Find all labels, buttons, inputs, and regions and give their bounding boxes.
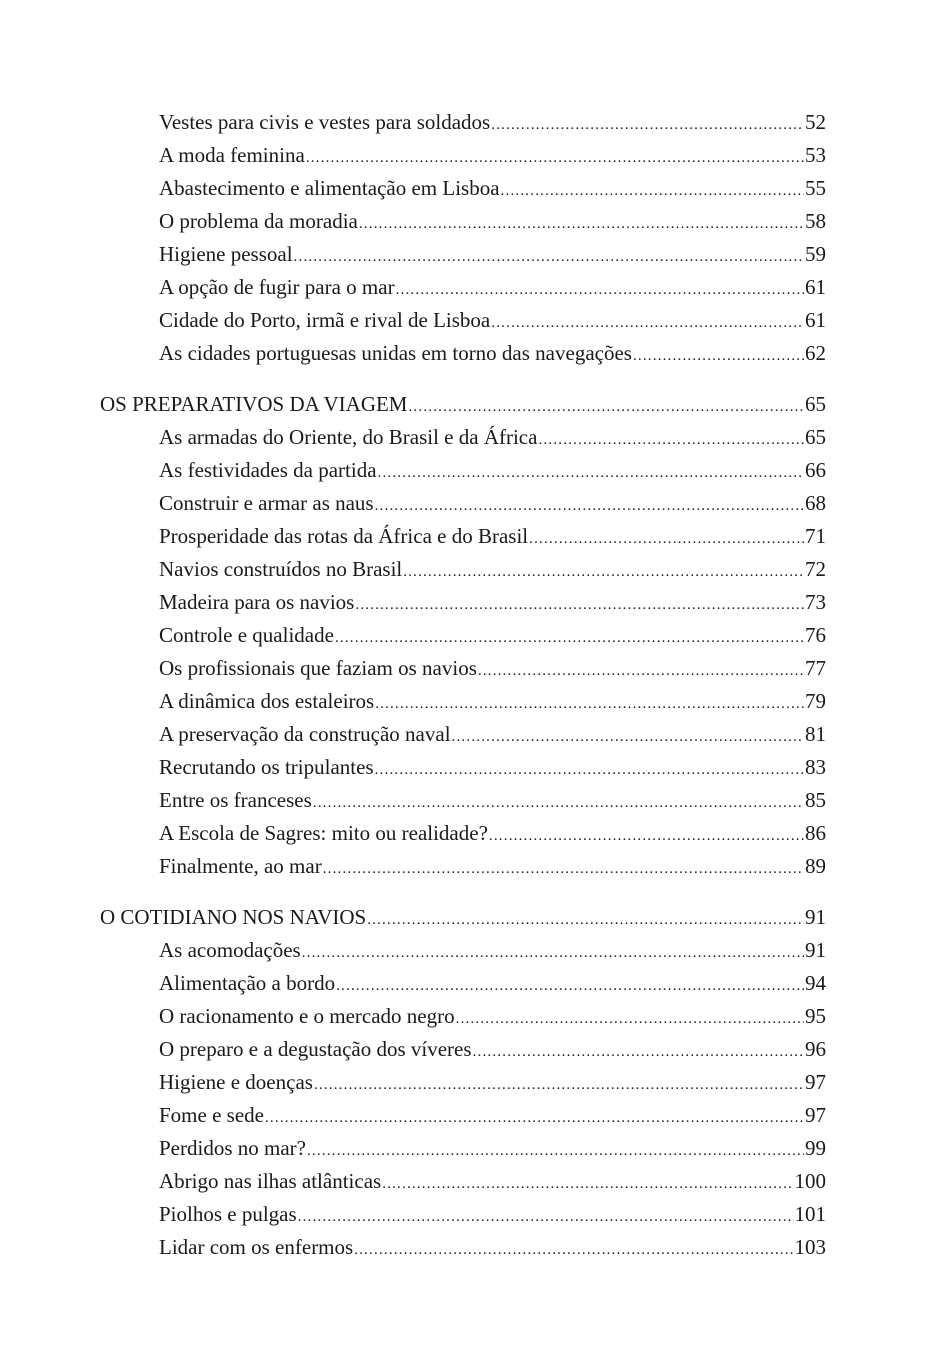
toc-entry[interactable] <box>100 304 826 337</box>
toc-entry-page-number: 55 <box>805 176 826 200</box>
toc-entry-title: O problema da moradia <box>159 209 358 233</box>
toc-entry[interactable] <box>100 487 826 520</box>
toc-entry[interactable] <box>100 751 826 784</box>
dot-leader <box>336 970 804 1000</box>
dot-leader <box>501 175 804 205</box>
toc-entry-page-number: 68 <box>805 491 826 515</box>
toc-entry-page-number: 95 <box>805 1004 826 1028</box>
toc-entry[interactable] <box>100 850 826 883</box>
toc-entry[interactable] <box>100 1099 826 1132</box>
toc-entry-title: A opção de fugir para o mar <box>159 275 395 299</box>
toc-entry[interactable] <box>100 1231 826 1264</box>
dot-leader <box>633 340 804 370</box>
toc-entry[interactable] <box>100 553 826 586</box>
toc-entry-title: Alimentação a bordo <box>159 971 336 995</box>
toc-entry-page-number: 97 <box>805 1070 826 1094</box>
dot-leader <box>375 754 804 784</box>
dot-leader <box>375 688 804 718</box>
toc-entry-title: As armadas do Oriente, do Brasil e da África <box>159 425 538 449</box>
toc-entry-title: Perdidos no mar? <box>159 1136 306 1160</box>
toc-entry-page-number: 97 <box>805 1103 826 1127</box>
dot-leader <box>529 523 804 553</box>
toc-entry-title: Navios construídos no Brasil <box>159 557 403 581</box>
toc-chapter-heading[interactable] <box>100 901 826 934</box>
dot-leader <box>354 1234 793 1264</box>
toc-entry-page-number: 58 <box>805 209 826 233</box>
dot-leader <box>473 1036 804 1066</box>
toc-entry-page-number: 96 <box>805 1037 826 1061</box>
toc-entry-title: As cidades portuguesas unidas em torno das navegações <box>159 341 632 365</box>
toc-entry-page-number: 99 <box>805 1136 826 1160</box>
toc-entry[interactable] <box>100 271 826 304</box>
dot-leader <box>378 457 804 487</box>
toc-entry[interactable] <box>100 718 826 751</box>
toc-entry-page-number: 77 <box>805 656 826 680</box>
toc-entry-title: Abastecimento e alimentação em Lisboa <box>159 176 500 200</box>
toc-entry-page-number: 66 <box>805 458 826 482</box>
toc-entry-title: A preservação da construção naval <box>159 722 451 746</box>
toc-entry[interactable] <box>100 784 826 817</box>
toc-entry-page-number: 91 <box>805 938 826 962</box>
toc-entry-title: Piolhos e pulgas <box>159 1202 297 1226</box>
dot-leader <box>355 589 804 619</box>
toc-entry-page-number: 65 <box>805 425 826 449</box>
toc-entry-title: Construir e armar as naus <box>159 491 374 515</box>
toc-entry-title: As acomodações <box>159 938 301 962</box>
toc-entry-page-number: 53 <box>805 143 826 167</box>
toc-entry-page-number: 72 <box>805 557 826 581</box>
toc-entry-title: O preparo e a degustação dos víveres <box>159 1037 472 1061</box>
toc-chapter-heading-page-number: 65 <box>805 392 826 416</box>
toc-entry-title: Lidar com os enfermos <box>159 1235 354 1259</box>
toc-entry[interactable] <box>100 1000 826 1033</box>
toc-chapter-heading-title: O COTIDIANO NOS NAVIOS <box>100 905 367 929</box>
toc-entry-page-number: 62 <box>805 341 826 365</box>
dot-leader <box>403 556 804 586</box>
dot-leader <box>538 424 804 454</box>
toc-entry-page-number: 94 <box>805 971 826 995</box>
toc-entry-title: As festividades da partida <box>159 458 377 482</box>
toc-entry[interactable] <box>100 172 826 205</box>
toc-entry-page-number: 71 <box>805 524 826 548</box>
toc-entry[interactable] <box>100 238 826 271</box>
toc-entry-title: Controle e qualidade <box>159 623 334 647</box>
toc-entry-title: Higiene e doenças <box>159 1070 313 1094</box>
toc-entry-title: Vestes para civis e vestes para soldados <box>159 110 491 134</box>
toc-entry-page-number: 85 <box>805 788 826 812</box>
toc-entry[interactable] <box>100 652 826 685</box>
toc-entry-title: O racionamento e o mercado negro <box>159 1004 455 1028</box>
toc-entry[interactable] <box>100 817 826 850</box>
toc-entry-page-number: 103 <box>794 1235 826 1259</box>
dot-leader <box>306 142 804 172</box>
dot-leader <box>302 937 804 967</box>
dot-leader <box>452 721 804 751</box>
toc-entry-title: Entre os franceses <box>159 788 312 812</box>
toc-entry-page-number: 76 <box>805 623 826 647</box>
toc-entry-title: Abrigo nas ilhas atlânticas <box>159 1169 382 1193</box>
dot-leader <box>359 208 804 238</box>
toc-entry-title: A dinâmica dos estaleiros <box>159 689 375 713</box>
toc-entry-title: Os profissionais que faziam os navios <box>159 656 477 680</box>
toc-entry-title: Fome e sede <box>159 1103 264 1127</box>
toc-entry[interactable] <box>100 1066 826 1099</box>
toc-entry-title: Prosperidade das rotas da África e do Brasil <box>159 524 529 548</box>
dot-leader <box>396 274 804 304</box>
toc-chapter-heading[interactable] <box>100 388 826 421</box>
toc-entry[interactable] <box>100 586 826 619</box>
dot-leader <box>307 1135 804 1165</box>
toc-entry-page-number: 61 <box>805 275 826 299</box>
table-of-contents <box>100 106 826 1264</box>
toc-entry[interactable] <box>100 520 826 553</box>
toc-entry[interactable] <box>100 619 826 652</box>
dot-leader <box>367 904 804 934</box>
toc-entry-page-number: 73 <box>805 590 826 614</box>
toc-section <box>100 106 826 370</box>
toc-entry[interactable] <box>100 139 826 172</box>
toc-entry-page-number: 52 <box>805 110 826 134</box>
dot-leader <box>375 490 804 520</box>
toc-entry[interactable] <box>100 337 826 370</box>
toc-entry-page-number: 81 <box>805 722 826 746</box>
toc-entry[interactable] <box>100 1165 826 1198</box>
toc-entry-page-number: 100 <box>794 1169 826 1193</box>
toc-entry-page-number: 83 <box>805 755 826 779</box>
toc-entry-page-number: 101 <box>794 1202 826 1226</box>
toc-entry-page-number: 61 <box>805 308 826 332</box>
dot-leader <box>491 307 804 337</box>
dot-leader <box>298 1201 794 1231</box>
toc-entry-title: A Escola de Sagres: mito ou realidade? <box>159 821 488 845</box>
toc-entry-title: A moda feminina <box>159 143 305 167</box>
dot-leader <box>265 1102 804 1132</box>
toc-entry[interactable] <box>100 421 826 454</box>
dot-leader <box>382 1168 793 1198</box>
toc-entry[interactable] <box>100 1132 826 1165</box>
toc-entry-page-number: 89 <box>805 854 826 878</box>
toc-entry[interactable] <box>100 1198 826 1231</box>
dot-leader <box>408 391 804 421</box>
dot-leader <box>313 787 804 817</box>
dot-leader <box>314 1069 804 1099</box>
toc-entry[interactable] <box>100 454 826 487</box>
toc-entry-page-number: 86 <box>805 821 826 845</box>
toc-entry[interactable] <box>100 685 826 718</box>
toc-chapter-heading-page-number: 91 <box>805 905 826 929</box>
toc-section <box>100 901 826 1264</box>
dot-leader <box>478 655 804 685</box>
toc-entry-title: Madeira para os navios <box>159 590 355 614</box>
dot-leader <box>294 241 804 271</box>
toc-entry[interactable] <box>100 967 826 1000</box>
dot-leader <box>491 109 804 139</box>
dot-leader <box>489 820 804 850</box>
toc-entry-page-number: 79 <box>805 689 826 713</box>
toc-chapter-heading-title: OS PREPARATIVOS DA VIAGEM <box>100 392 408 416</box>
dot-leader <box>323 853 804 883</box>
toc-entry[interactable] <box>100 205 826 238</box>
toc-section <box>100 388 826 883</box>
dot-leader <box>456 1003 804 1033</box>
toc-entry-title: Higiene pessoal <box>159 242 293 266</box>
toc-entry[interactable] <box>100 106 826 139</box>
dot-leader <box>335 622 804 652</box>
toc-entry-page-number: 59 <box>805 242 826 266</box>
toc-entry-title: Recrutando os tripulantes <box>159 755 374 779</box>
toc-entry[interactable] <box>100 1033 826 1066</box>
toc-entry[interactable] <box>100 934 826 967</box>
toc-entry-title: Finalmente, ao mar <box>159 854 322 878</box>
toc-entry-title: Cidade do Porto, irmã e rival de Lisboa <box>159 308 491 332</box>
